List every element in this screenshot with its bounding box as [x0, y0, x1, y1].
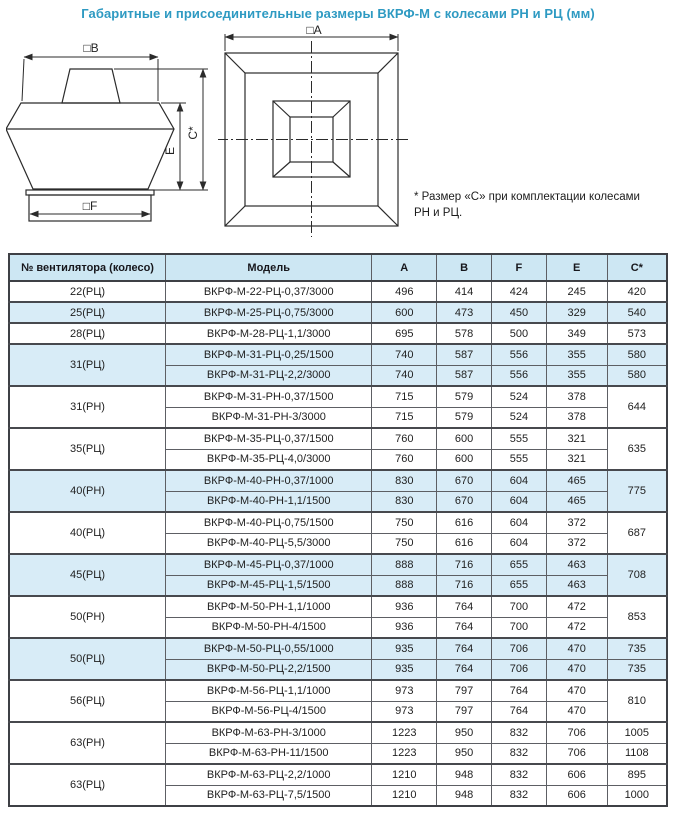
dim-a-cell: 740 — [372, 344, 437, 365]
table-row — [9, 764, 667, 785]
dim-e-cell: 470 — [546, 659, 607, 680]
table-row — [9, 386, 667, 407]
dim-f-cell: 655 — [492, 554, 547, 575]
dim-b-cell: 948 — [437, 764, 492, 785]
model-cell: ВКРФ-М-40-РН-1,1/1500 — [166, 491, 372, 512]
dim-f-cell: 706 — [492, 659, 547, 680]
dim-a-cell: 715 — [372, 386, 437, 407]
wheel-cell: 31(РН) — [9, 386, 166, 428]
footnote-c-dimension — [414, 189, 666, 221]
model-cell: ВКРФ-М-40-РЦ-5,5/3000 — [166, 533, 372, 554]
dim-e-cell: 349 — [546, 323, 607, 344]
model-cell: ВКРФ-М-45-РЦ-0,37/1000 — [166, 554, 372, 575]
dim-e-cell: 321 — [546, 428, 607, 449]
dim-c-cell: 810 — [607, 680, 667, 722]
dim-a-cell: 830 — [372, 491, 437, 512]
dim-a-cell: 496 — [372, 281, 437, 302]
dim-b-cell: 616 — [437, 512, 492, 533]
dim-c-cell: 1108 — [607, 743, 667, 764]
wheel-cell: 45(РЦ) — [9, 554, 166, 596]
dim-b-cell: 578 — [437, 323, 492, 344]
dim-e-cell: 378 — [546, 386, 607, 407]
table-row — [9, 344, 667, 365]
wheel-cell: 35(РЦ) — [9, 428, 166, 470]
table-row — [9, 302, 667, 323]
dim-e-cell: 472 — [546, 617, 607, 638]
dim-c-cell: 735 — [607, 659, 667, 680]
model-cell: ВКРФ-М-31-РЦ-0,25/1500 — [166, 344, 372, 365]
dim-f-cell: 524 — [492, 386, 547, 407]
dim-b-cell: 587 — [437, 365, 492, 386]
dim-b-cell: 948 — [437, 785, 492, 806]
dim-c-cell: 573 — [607, 323, 667, 344]
dim-a-cell: 973 — [372, 701, 437, 722]
dim-a-cell: 888 — [372, 575, 437, 596]
table-row — [9, 512, 667, 533]
dim-label-c: C* — [186, 126, 200, 140]
dim-e-cell: 463 — [546, 554, 607, 575]
model-cell: ВКРФ-М-63-РН-3/1000 — [166, 722, 372, 743]
dim-e-cell: 706 — [546, 722, 607, 743]
dim-f-cell: 555 — [492, 428, 547, 449]
page-title: Габаритные и присоединительные размеры ВКРФ-М с колесами РН и РЦ (мм) — [81, 6, 595, 21]
dim-b-cell: 670 — [437, 491, 492, 512]
dim-e-cell: 472 — [546, 596, 607, 617]
dim-a-cell: 750 — [372, 512, 437, 533]
wheel-cell: 28(РЦ) — [9, 323, 166, 344]
dim-b-cell: 414 — [437, 281, 492, 302]
dim-f-cell: 556 — [492, 344, 547, 365]
dim-f-cell: 604 — [492, 533, 547, 554]
col-header-a: A — [372, 254, 437, 281]
footnote-line1: * Размер «С» при комплектации колесами — [414, 191, 640, 203]
dim-f-cell: 832 — [492, 722, 547, 743]
wheel-cell: 40(РЦ) — [9, 512, 166, 554]
model-cell: ВКРФ-М-50-РЦ-0,55/1000 — [166, 638, 372, 659]
dim-b-cell: 579 — [437, 386, 492, 407]
wheel-cell: 31(РЦ) — [9, 344, 166, 386]
model-cell: ВКРФ-М-35-РЦ-0,37/1500 — [166, 428, 372, 449]
dim-b-cell: 600 — [437, 428, 492, 449]
dim-c-cell: 1000 — [607, 785, 667, 806]
dimensions-table — [8, 253, 668, 807]
model-cell: ВКРФ-М-40-РЦ-0,75/1500 — [166, 512, 372, 533]
dim-b-cell: 587 — [437, 344, 492, 365]
table-row — [9, 323, 667, 344]
wheel-cell: 63(РЦ) — [9, 764, 166, 806]
dim-e-cell: 470 — [546, 680, 607, 701]
model-cell: ВКРФ-М-40-РН-0,37/1000 — [166, 470, 372, 491]
model-cell: ВКРФ-М-56-РЦ-4/1500 — [166, 701, 372, 722]
dim-a-cell: 760 — [372, 428, 437, 449]
dim-a-cell: 750 — [372, 533, 437, 554]
dim-a-cell: 888 — [372, 554, 437, 575]
fan-top-view-drawing — [218, 25, 438, 243]
dim-b-cell: 716 — [437, 554, 492, 575]
dim-e-cell: 606 — [546, 785, 607, 806]
wheel-cell: 50(РЦ) — [9, 638, 166, 680]
model-cell: ВКРФ-М-63-РЦ-2,2/1000 — [166, 764, 372, 785]
dim-a-cell: 973 — [372, 680, 437, 701]
dim-label-e: E — [163, 146, 177, 156]
col-header-b: B — [437, 254, 492, 281]
dim-e-cell: 372 — [546, 533, 607, 554]
col-header-c: C* — [607, 254, 667, 281]
dim-f-cell: 556 — [492, 365, 547, 386]
footnote-line2: РН и РЦ. — [414, 207, 463, 220]
model-cell: ВКРФ-М-45-РЦ-1,5/1500 — [166, 575, 372, 596]
model-cell: ВКРФ-М-31-РН-3/3000 — [166, 407, 372, 428]
dim-a-cell: 695 — [372, 323, 437, 344]
col-header-e: E — [546, 254, 607, 281]
dim-a-cell: 1210 — [372, 764, 437, 785]
dim-c-cell: 1005 — [607, 722, 667, 743]
dim-e-cell: 470 — [546, 701, 607, 722]
wheel-cell: 50(РН) — [9, 596, 166, 638]
dim-b-cell: 950 — [437, 722, 492, 743]
dim-e-cell: 355 — [546, 365, 607, 386]
dim-a-cell: 715 — [372, 407, 437, 428]
dim-c-cell: 775 — [607, 470, 667, 512]
model-cell: ВКРФ-М-25-РЦ-0,75/3000 — [166, 302, 372, 323]
dim-c-cell: 644 — [607, 386, 667, 428]
table-row — [9, 680, 667, 701]
table-row — [9, 722, 667, 743]
dim-c-cell: 635 — [607, 428, 667, 470]
dim-f-cell: 555 — [492, 449, 547, 470]
dim-e-cell: 606 — [546, 764, 607, 785]
dim-e-cell: 355 — [546, 344, 607, 365]
model-cell: ВКРФ-М-63-РЦ-7,5/1500 — [166, 785, 372, 806]
dim-f-cell: 706 — [492, 638, 547, 659]
dim-c-cell: 580 — [607, 365, 667, 386]
dim-c-cell: 540 — [607, 302, 667, 323]
table-row — [9, 554, 667, 575]
dim-label-a: □A — [306, 25, 322, 37]
dim-a-cell: 1223 — [372, 743, 437, 764]
dim-a-cell: 935 — [372, 659, 437, 680]
dim-f-cell: 450 — [492, 302, 547, 323]
dim-e-cell: 463 — [546, 575, 607, 596]
dim-f-cell: 700 — [492, 596, 547, 617]
dim-f-cell: 832 — [492, 785, 547, 806]
dim-f-cell: 524 — [492, 407, 547, 428]
dim-b-cell: 764 — [437, 617, 492, 638]
dim-e-cell: 706 — [546, 743, 607, 764]
dim-c-cell: 735 — [607, 638, 667, 659]
dim-f-cell: 832 — [492, 764, 547, 785]
dim-e-cell: 465 — [546, 470, 607, 491]
table-row — [9, 281, 667, 302]
model-cell: ВКРФ-М-50-РН-1,1/1000 — [166, 596, 372, 617]
model-cell: ВКРФ-М-31-РЦ-2,2/3000 — [166, 365, 372, 386]
dim-f-cell: 655 — [492, 575, 547, 596]
dim-b-cell: 579 — [437, 407, 492, 428]
wheel-cell: 25(РЦ) — [9, 302, 166, 323]
dim-c-cell: 580 — [607, 344, 667, 365]
table-row — [9, 596, 667, 617]
dim-label-b: □B — [83, 41, 99, 55]
dim-f-cell: 500 — [492, 323, 547, 344]
dim-b-cell: 764 — [437, 659, 492, 680]
dim-f-cell: 604 — [492, 512, 547, 533]
table-row — [9, 470, 667, 491]
table-header — [9, 254, 667, 281]
model-cell: ВКРФ-М-50-РЦ-2,2/1500 — [166, 659, 372, 680]
dim-c-cell: 895 — [607, 764, 667, 785]
col-header-fan-number: № вентилятора (колесо) — [9, 254, 166, 281]
col-header-f: F — [492, 254, 547, 281]
table-row — [9, 638, 667, 659]
dim-a-cell: 935 — [372, 638, 437, 659]
dim-b-cell: 797 — [437, 701, 492, 722]
dim-f-cell: 700 — [492, 617, 547, 638]
wheel-cell: 22(РЦ) — [9, 281, 166, 302]
dim-a-cell: 936 — [372, 596, 437, 617]
model-cell: ВКРФ-М-28-РЦ-1,1/3000 — [166, 323, 372, 344]
dim-b-cell: 670 — [437, 470, 492, 491]
model-cell: ВКРФ-М-63-РН-11/1500 — [166, 743, 372, 764]
dim-f-cell: 832 — [492, 743, 547, 764]
model-cell: ВКРФ-М-35-РЦ-4,0/3000 — [166, 449, 372, 470]
dim-b-cell: 950 — [437, 743, 492, 764]
dim-b-cell: 600 — [437, 449, 492, 470]
dim-b-cell: 716 — [437, 575, 492, 596]
wheel-cell: 63(РН) — [9, 722, 166, 764]
dim-f-cell: 604 — [492, 470, 547, 491]
dim-a-cell: 1223 — [372, 722, 437, 743]
dim-b-cell: 473 — [437, 302, 492, 323]
dim-f-cell: 764 — [492, 680, 547, 701]
dim-label-f: □F — [82, 199, 98, 213]
model-cell: ВКРФ-М-31-РН-0,37/1500 — [166, 386, 372, 407]
dim-a-cell: 936 — [372, 617, 437, 638]
dim-e-cell: 245 — [546, 281, 607, 302]
dim-a-cell: 830 — [372, 470, 437, 491]
dim-b-cell: 797 — [437, 680, 492, 701]
dim-b-cell: 616 — [437, 533, 492, 554]
dim-e-cell: 329 — [546, 302, 607, 323]
dim-e-cell: 465 — [546, 491, 607, 512]
table-row — [9, 428, 667, 449]
dim-c-cell: 687 — [607, 512, 667, 554]
dim-e-cell: 378 — [546, 407, 607, 428]
dim-a-cell: 760 — [372, 449, 437, 470]
dim-b-cell: 764 — [437, 638, 492, 659]
drawings-section — [0, 21, 676, 249]
dim-f-cell: 764 — [492, 701, 547, 722]
col-header-model: Модель — [166, 254, 372, 281]
dim-e-cell: 470 — [546, 638, 607, 659]
dim-a-cell: 600 — [372, 302, 437, 323]
model-cell: ВКРФ-М-50-РН-4/1500 — [166, 617, 372, 638]
dim-c-cell: 853 — [607, 596, 667, 638]
model-cell: ВКРФ-М-56-РЦ-1,1/1000 — [166, 680, 372, 701]
wheel-cell: 40(РН) — [9, 470, 166, 512]
wheel-cell: 56(РЦ) — [9, 680, 166, 722]
dim-e-cell: 372 — [546, 512, 607, 533]
model-cell: ВКРФ-М-22-РЦ-0,37/3000 — [166, 281, 372, 302]
dim-c-cell: 708 — [607, 554, 667, 596]
dim-a-cell: 1210 — [372, 785, 437, 806]
dim-b-cell: 764 — [437, 596, 492, 617]
dim-f-cell: 424 — [492, 281, 547, 302]
dim-a-cell: 740 — [372, 365, 437, 386]
fan-side-view-drawing — [6, 29, 221, 241]
dim-f-cell: 604 — [492, 491, 547, 512]
dim-c-cell: 420 — [607, 281, 667, 302]
table-body — [9, 281, 667, 806]
dim-e-cell: 321 — [546, 449, 607, 470]
